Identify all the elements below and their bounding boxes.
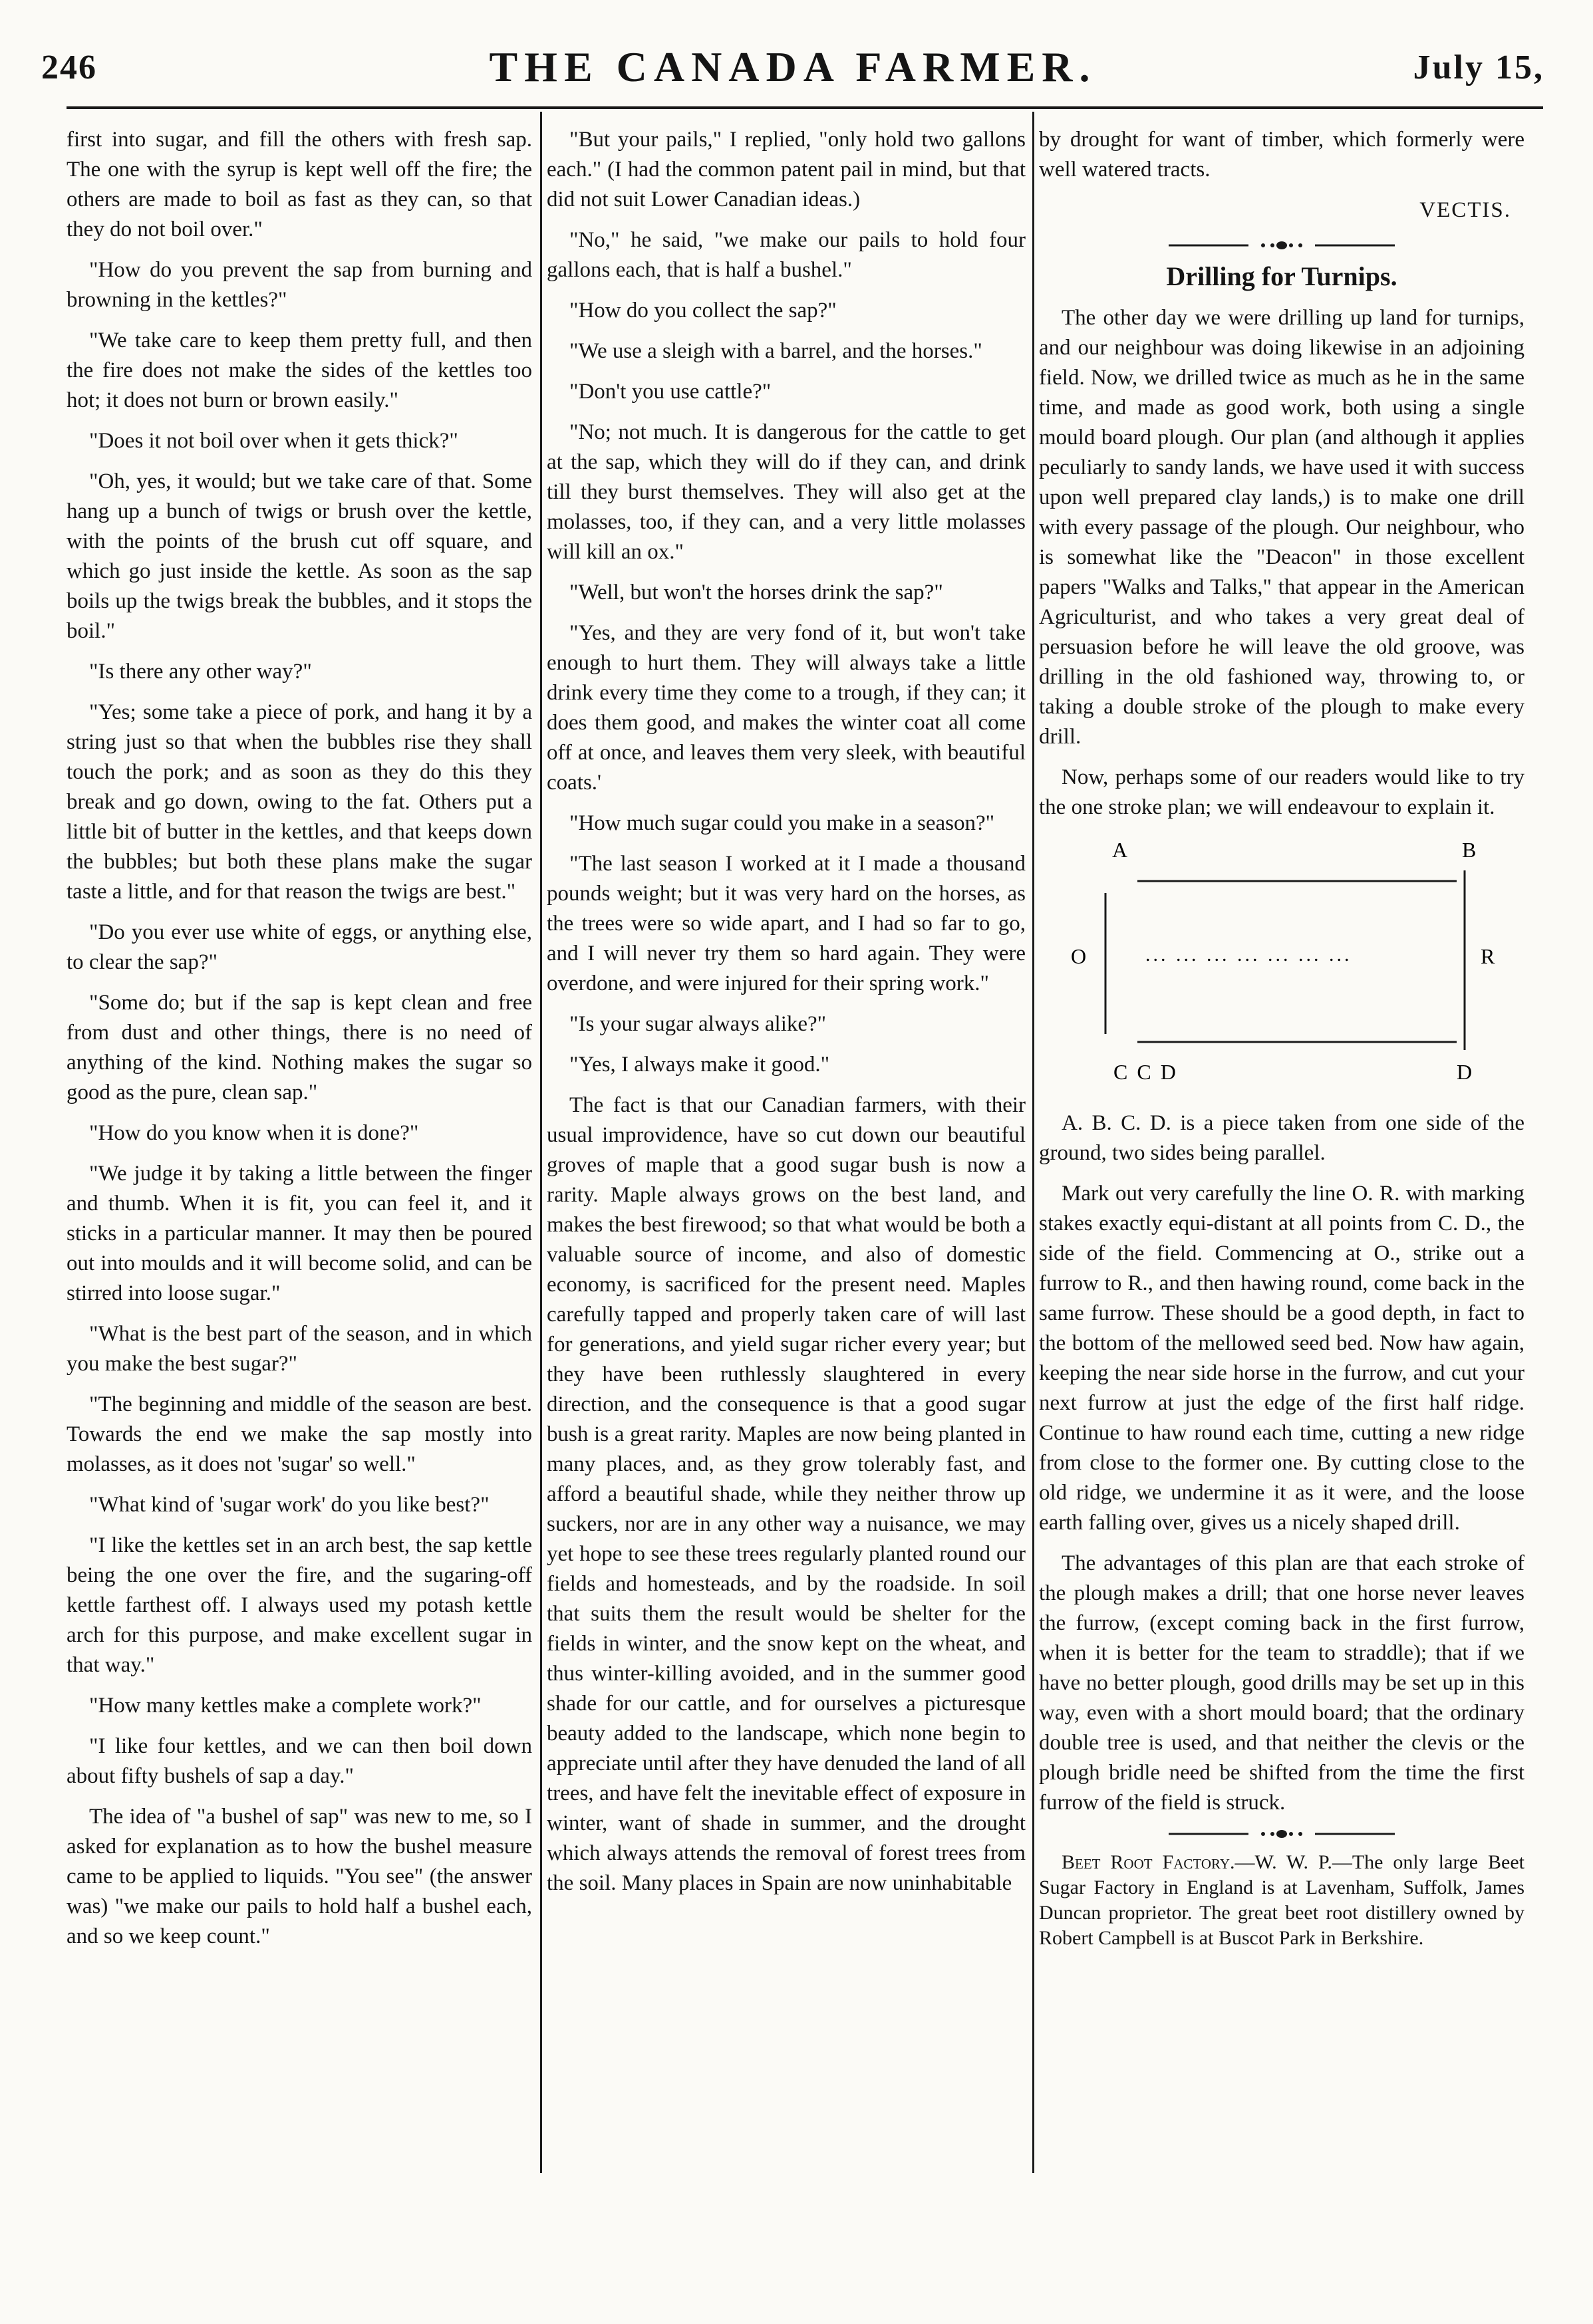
paragraph: "But your pails," I replied, "only hold two gallons each." (I had the common patent pail in mind, but that did not suit Lower Canadian ideas.) — [547, 128, 1026, 211]
paragraph: first into sugar, and fill the others with fresh sap. The one with the syrup is kept well off the fire; the others are made to boil as fast as they can, so that they do not boil over." — [67, 128, 532, 241]
paragraph: "Is your sugar always alike?" — [569, 1012, 827, 1036]
page-header — [41, 39, 1544, 105]
diagram-label-ccd: C C D — [1113, 1060, 1178, 1084]
paragraph: "Does it not boil over when it gets thick?" — [89, 429, 458, 453]
paragraph: "I like four kettles, and we can then boil down about fifty bushels of sap a day." — [67, 1734, 532, 1788]
note-heading: Beet Root Factory. — [1062, 1851, 1235, 1873]
paragraph: Now, perhaps some of our readers would like to try the one stroke plan; we will endeavour to explain it. — [1039, 765, 1524, 819]
paragraph: Mark out very carefully the line O. R. with marking stakes exactly equi-distant at all points from C. D., the side of the field. Commencing at O., strike out a furrow to R., and then hawing round, come back in the same furrow. These should be a good depth, in fact to the bottom of the mellowed seed bed. Now haw again, keeping the near side horse in the furrow, and cut your next furrow at just the edge of the first half ridge. Continue to haw round each time, cutting a new ridge from close to the former one. By cutting close to the old ridge, we undermine it as it were, and the loose earth falling over, gives us a nicely shaped drill. — [1039, 1182, 1524, 1535]
signature: VECTIS. — [1419, 198, 1511, 222]
ornament-divider — [1169, 1829, 1395, 1839]
column-2 — [547, 125, 1026, 1909]
paragraph: by drought for want of timber, which formerly were well watered tracts. — [1039, 128, 1524, 182]
paragraph: The other day we were drilling up land for turnips, and our neighbour was doing likewise in an adjoining field. Now, we drilled twice as much as he in the same time, and made as good work, both using a single mould board plough. Our plan (and although it applies peculiarly to sandy lands, we have used it with success upon well prepared clay lands,) is to make one drill with every passage of the plough. Our neighbour, who is somewhat like the "Deacon" in those excellent papers "Walks and Talks," that appear in the American Agriculturist, and who takes a very great deal of persuasion before he will leave the old groove, was drilling in the old fashioned way, throwing to, or taking a double stroke of the plough to make every drill. — [1039, 306, 1524, 749]
column-1 — [67, 125, 532, 1962]
paragraph: "I like the kettles set in an arch best, the sap kettle being the one over the fire, and the sugaring-off kettle farthest off. I always used my potash kettle arch for this purpose, and make excellent sugar in that way." — [67, 1533, 532, 1677]
furrow-diagram — [1039, 833, 1524, 1106]
paragraph: "What is the best part of the season, and in which you make the best sugar?" — [67, 1322, 532, 1376]
column-divider-left — [540, 112, 542, 2173]
diagram-label-b: B — [1462, 838, 1477, 862]
paragraph: "Yes; some take a piece of pork, and hang it by a string just so that when the bubbles rise they shall touch the pork; and as soon as they do this they break and go down, owing to the fat. Others put a little bit of butter in the kettles, and that keeps down the bubbles; but both these plans make the sugar taste a little, and for that reason the twigs are best." — [67, 700, 532, 904]
paragraph: "No," he said, "we make our pails to hold four gallons each, that is half a bushel." — [547, 228, 1026, 282]
paragraph: "How do you know when it is done?" — [89, 1121, 419, 1145]
paragraph: "The beginning and middle of the season are best. Towards the end we make the sap mostly into molasses, as it does not 'sugar' so well." — [67, 1392, 532, 1476]
paragraph: "Well, but won't the horses drink the sap?" — [569, 581, 943, 604]
paragraph: The idea of "a bushel of sap" was new to me, so I asked for explanation as to how the bushel measure came to be applied to liquids. "You see" (the answer was) "we make our pails to hold half a bushel each, and so we keep count." — [67, 1805, 532, 1948]
paragraph: "How many kettles make a complete work?" — [89, 1694, 482, 1718]
paragraph: "No; not much. It is dangerous for the cattle to get at the sap, which they will do if they can, and drink till they burst themselves. They will also get at the molasses, too, if they can, and a very little molasses will kill an ox." — [547, 420, 1026, 564]
paragraph: "Is there any other way?" — [89, 660, 312, 684]
article-title: Drilling for Turnips. — [1166, 261, 1397, 291]
paragraph: The fact is that our Canadian farmers, with their usual improvidence, have so cut down our beautiful groves of maple that a good sugar bush is now a rarity. Maple always grows on the best land, and makes the best firewood; so that what would be both a valuable source of income, and also of domestic economy, is sacrificed for the present need. Maples carefully tapped and properly taken care of will last for generations, and yield sugar richer every year; but they have been ruthlessly slaughtered in every direction, and the consequence is that a good sugar bush is a great rarity. Maples are now being planted in many places, and, as they grow tolerably fast, and afford a beautiful shade, while they neither throw up suckers, nor are in any other way a nuisance, we may yet hope to see these trees regularly planted round our fields and homesteads, and by the roadside. In soil that suits them the result would be shelter for the fields in winter, and the snow kept on the wheat, and thus winter-killing avoided, and in the summer good shade for our cattle, and for ourselves a picturesque beauty added to the landscape, which none begin to appreciate until after they have denuded the land of all trees, and have felt the inevitable effect of exposure in winter, want of shade in summer, and the drought which always attends the removal of forest trees from the soil. Many places in Spain are now uninhabitable — [547, 1093, 1026, 1895]
paragraph: "The last season I worked at it I made a thousand pounds weight; but it was very hard on the horses, as the trees were so wide apart, and I had so far to go, and I will never try them so hard again. They were overdone, and were injured for their spring work." — [547, 852, 1026, 995]
paragraph: "Yes, and they are very fond of it, but won't take enough to hurt them. They will always take a little drink every time they come to a trough, if they can; it does them good, and makes the winter coat all come off at once, and leaves them very sleek, with beautiful coats.' — [547, 621, 1026, 795]
paragraph: "We use a sleigh with a barrel, and the horses." — [569, 339, 982, 363]
page-number: 246 — [41, 49, 97, 86]
diagram-label-a: A — [1112, 838, 1128, 862]
diagram-label-r: R — [1481, 944, 1495, 968]
paragraph: A. B. C. D. is a piece taken from one side of the ground, two sides being parallel. — [1039, 1111, 1524, 1165]
diagram-dotted-line: ... ... ... ... ... ... ... — [1145, 944, 1352, 966]
column-divider-right — [1032, 112, 1034, 2173]
header-rule — [67, 106, 1543, 109]
column-3 — [1039, 125, 1524, 1962]
beet-root-note — [1039, 1850, 1524, 1951]
paragraph: "Do you ever use white of eggs, or anything else, to clear the sap?" — [67, 920, 532, 974]
paragraph: "How much sugar could you make in a season?" — [569, 811, 995, 835]
issue-date: July 15, — [1413, 49, 1544, 86]
ornament-divider — [1169, 240, 1395, 251]
paragraph: "Yes, I always make it good." — [569, 1053, 830, 1077]
masthead-title: THE CANADA FARMER. — [489, 43, 1097, 90]
paragraph: "Don't you use cattle?" — [569, 380, 772, 404]
diagram-label-o: O — [1071, 944, 1087, 968]
note-text: —W. W. P.—The only large Beet Sugar Factory in England is at Lavenham, Suffolk, James Duncan proprietor. The great beet root distillery owned by Robert Campbell is at Buscot Park in Berkshire. — [1039, 1851, 1524, 1949]
paragraph: "What kind of 'sugar work' do you like best?" — [89, 1493, 490, 1517]
diagram-label-d: D — [1457, 1060, 1473, 1084]
paragraph: "How do you prevent the sap from burning and browning in the kettles?" — [67, 258, 532, 312]
paragraph: "We take care to keep them pretty full, and then the fire does not make the sides of the kettles too hot; it does not burn or brown easily." — [67, 328, 532, 412]
paragraph: The advantages of this plan are that each stroke of the plough makes a drill; that one horse never leaves the furrow, (except coming back in the first furrow, when it is better for the team to straddle); that if we have no better plough, good drills may be set up in this way, even with a short mould board; that the ordinary double tree is used, and that neither the clevis or the plough bridle need be shifted from the time the first furrow of the field is struck. — [1039, 1551, 1524, 1815]
paragraph: "Oh, yes, it would; but we take care of that. Some hang up a bunch of twigs or brush over the kettle, with the points of the brush cut off square, and which go just inside the kettle. As soon as the sap boils up the twigs break the bubbles, and it stops the boil." — [67, 469, 532, 643]
paragraph: "We judge it by taking a little between the finger and thumb. When it is fit, you can feel it, and it sticks in a particular manner. It may then be poured out into moulds and it will become solid, and can be stirred into loose sugar." — [67, 1162, 532, 1305]
paragraph: "Some do; but if the sap is kept clean and free from dust and other things, there is no need of anything of the kind. Nothing makes the sugar so good as the pure, clean sap." — [67, 991, 532, 1104]
paragraph: "How do you collect the sap?" — [569, 299, 837, 323]
